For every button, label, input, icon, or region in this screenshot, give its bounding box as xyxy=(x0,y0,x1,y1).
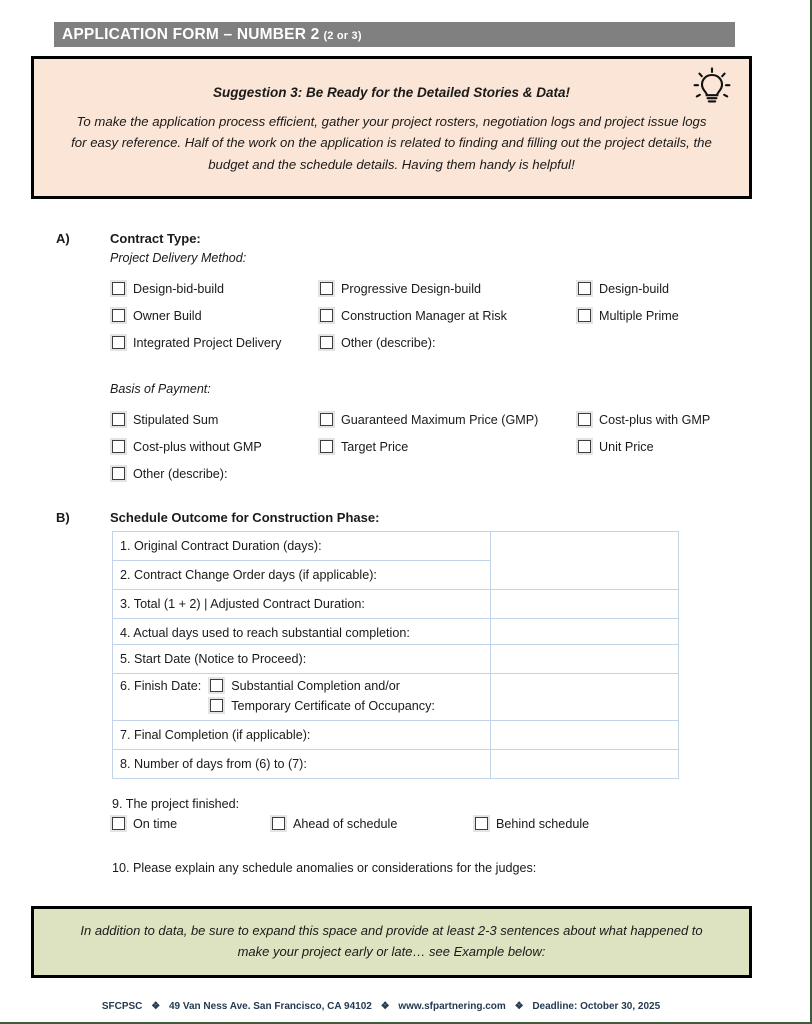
checkbox-guaranteed-maximum-price[interactable] xyxy=(318,411,538,428)
footer-website[interactable]: www.sfpartnering.com xyxy=(398,1001,506,1012)
page-title-subtitle: (2 or 3) xyxy=(323,29,362,42)
checkbox-label: Other (describe): xyxy=(341,335,436,350)
checkbox-icon[interactable] xyxy=(318,280,335,297)
checkbox-integrated-project-delivery[interactable] xyxy=(110,334,281,351)
checkbox-icon[interactable] xyxy=(576,411,593,428)
checkbox-owner-build[interactable] xyxy=(110,307,202,324)
project-delivery-method-label: Project Delivery Method: xyxy=(110,251,247,265)
item-9-label: 9. The project finished: xyxy=(112,797,240,811)
checkbox-label: Temporary Certificate of Occupancy: xyxy=(231,698,435,713)
diamond-icon: ❖ xyxy=(514,1001,524,1012)
row-label: 8. Number of days from (6) to (7): xyxy=(113,750,491,779)
finish-date-label: 6. Finish Date: xyxy=(120,679,202,693)
checkbox-cost-plus-with-gmp[interactable] xyxy=(576,411,710,428)
table-row xyxy=(113,750,679,779)
checkbox-progressive-design-build[interactable] xyxy=(318,280,481,297)
checkbox-ahead-of-schedule[interactable] xyxy=(270,815,397,832)
diamond-icon: ❖ xyxy=(380,1001,390,1012)
checkbox-target-price[interactable] xyxy=(318,438,408,455)
row-value-input[interactable] xyxy=(491,532,679,590)
checkbox-icon[interactable] xyxy=(270,815,287,832)
checkbox-design-build[interactable] xyxy=(576,280,669,297)
checkbox-icon[interactable] xyxy=(110,280,127,297)
lightbulb-icon xyxy=(689,65,735,111)
green-note-text: In addition to data, be sure to expand this space and provide at least 2-3 sentences about what happened to make your project early or late… see Example below: xyxy=(80,923,703,959)
basis-of-payment-label: Basis of Payment: xyxy=(110,382,211,396)
table-row xyxy=(113,532,679,561)
footer-org: SFCPSC xyxy=(101,1001,143,1012)
item-10-label: 10. Please explain any schedule anomalies or considerations for the judges: xyxy=(112,861,537,875)
footer-address: 49 Van Ness Ave. San Francisco, CA 94102 xyxy=(168,1001,372,1012)
checkbox-icon[interactable] xyxy=(110,438,127,455)
checkbox-multiple-prime[interactable] xyxy=(576,307,679,324)
checkbox-icon[interactable] xyxy=(318,334,335,351)
schedule-dates-table xyxy=(112,644,679,779)
row-value-input[interactable] xyxy=(491,721,679,750)
checkbox-label: Construction Manager at Risk xyxy=(341,308,507,323)
checkbox-design-bid-build[interactable] xyxy=(110,280,224,297)
row-label: 3. Total (1 + 2) | Adjusted Contract Duration: xyxy=(113,590,491,619)
suggestion-body: To make the application process efficient, gather your project rosters, negotiation logs and project issue logs for easy reference. Half of the work on the application is related to finding and filling out the project details, the budget and the schedule details. Having them handy is helpful! xyxy=(71,114,712,172)
checkbox-payment-other[interactable] xyxy=(110,465,227,482)
checkbox-label: Design-bid-build xyxy=(133,281,225,296)
checkbox-icon[interactable] xyxy=(208,677,225,694)
checkbox-construction-manager-at-risk[interactable] xyxy=(318,307,507,324)
form-title-bar xyxy=(54,22,735,47)
page-footer xyxy=(0,1001,762,1012)
table-row xyxy=(113,645,679,674)
checkbox-unit-price[interactable] xyxy=(576,438,654,455)
section-a-title: Contract Type: xyxy=(110,231,201,246)
checkbox-label: Other (describe): xyxy=(133,466,228,481)
checkbox-icon[interactable] xyxy=(110,307,127,324)
row-label: 5. Start Date (Notice to Proceed): xyxy=(113,645,491,674)
footer-deadline: Deadline: October 30, 2025 xyxy=(532,1001,661,1012)
suggestion-heading: Suggestion 3: Be Ready for the Detailed Stories & Data! xyxy=(212,85,571,100)
section-a-letter: A) xyxy=(56,231,70,246)
table-row xyxy=(113,721,679,750)
checkbox-icon[interactable] xyxy=(473,815,490,832)
section-b-title: Schedule Outcome for Construction Phase: xyxy=(110,510,380,525)
green-note-callout xyxy=(31,906,752,978)
suggestion-callout xyxy=(31,56,752,199)
checkbox-delivery-other[interactable] xyxy=(318,334,435,351)
row-label: 7. Final Completion (if applicable): xyxy=(113,721,491,750)
checkbox-label: Owner Build xyxy=(133,308,202,323)
checkbox-icon[interactable] xyxy=(110,465,127,482)
checkbox-icon[interactable] xyxy=(318,411,335,428)
checkbox-label: Design-build xyxy=(599,281,670,296)
checkbox-label: Integrated Project Delivery xyxy=(133,335,282,350)
checkbox-cost-plus-without-gmp[interactable] xyxy=(110,438,262,455)
row-value-input[interactable] xyxy=(491,590,679,619)
checkbox-icon[interactable] xyxy=(110,334,127,351)
row-label: 1. Original Contract Duration (days): xyxy=(113,532,491,561)
checkbox-on-time[interactable] xyxy=(110,815,177,832)
checkbox-label: Multiple Prime xyxy=(599,308,679,323)
checkbox-temporary-certificate-of-occupancy[interactable] xyxy=(208,697,435,714)
checkbox-label: Progressive Design-build xyxy=(341,281,481,296)
checkbox-icon[interactable] xyxy=(110,815,127,832)
checkbox-label: Cost-plus without GMP xyxy=(133,439,262,454)
diamond-icon: ❖ xyxy=(151,1001,161,1012)
table-row xyxy=(113,590,679,619)
row-value-input[interactable] xyxy=(491,750,679,779)
checkbox-label: Cost-plus with GMP xyxy=(599,412,711,427)
section-b-letter: B) xyxy=(56,510,70,525)
checkbox-label: Unit Price xyxy=(599,439,654,454)
table-row-finish-date xyxy=(113,674,679,721)
row-label: 4. Actual days used to reach substantial completion: xyxy=(113,619,491,648)
checkbox-label: On time xyxy=(133,816,178,831)
checkbox-icon[interactable] xyxy=(576,280,593,297)
checkbox-label: Substantial Completion and/or xyxy=(231,678,400,693)
checkbox-label: Target Price xyxy=(341,439,409,454)
checkbox-label: Ahead of schedule xyxy=(293,816,398,831)
row-label: 2. Contract Change Order days (if applicable): xyxy=(113,561,491,590)
checkbox-icon[interactable] xyxy=(576,438,593,455)
checkbox-icon[interactable] xyxy=(208,697,225,714)
checkbox-label: Behind schedule xyxy=(496,816,590,831)
checkbox-substantial-completion[interactable] xyxy=(208,677,435,694)
checkbox-icon[interactable] xyxy=(110,411,127,428)
schedule-duration-table xyxy=(112,531,679,648)
row-value-input[interactable] xyxy=(491,645,679,674)
checkbox-behind-schedule[interactable] xyxy=(473,815,589,832)
checkbox-icon[interactable] xyxy=(318,438,335,455)
checkbox-label: Stipulated Sum xyxy=(133,412,219,427)
page-title: APPLICATION FORM – NUMBER 2 xyxy=(62,25,320,43)
finish-date-cell xyxy=(113,674,491,721)
checkbox-label: Guaranteed Maximum Price (GMP) xyxy=(341,412,539,427)
checkbox-icon[interactable] xyxy=(576,307,593,324)
checkbox-stipulated-sum[interactable] xyxy=(110,411,218,428)
row-value-input[interactable] xyxy=(491,674,679,721)
checkbox-icon[interactable] xyxy=(318,307,335,324)
